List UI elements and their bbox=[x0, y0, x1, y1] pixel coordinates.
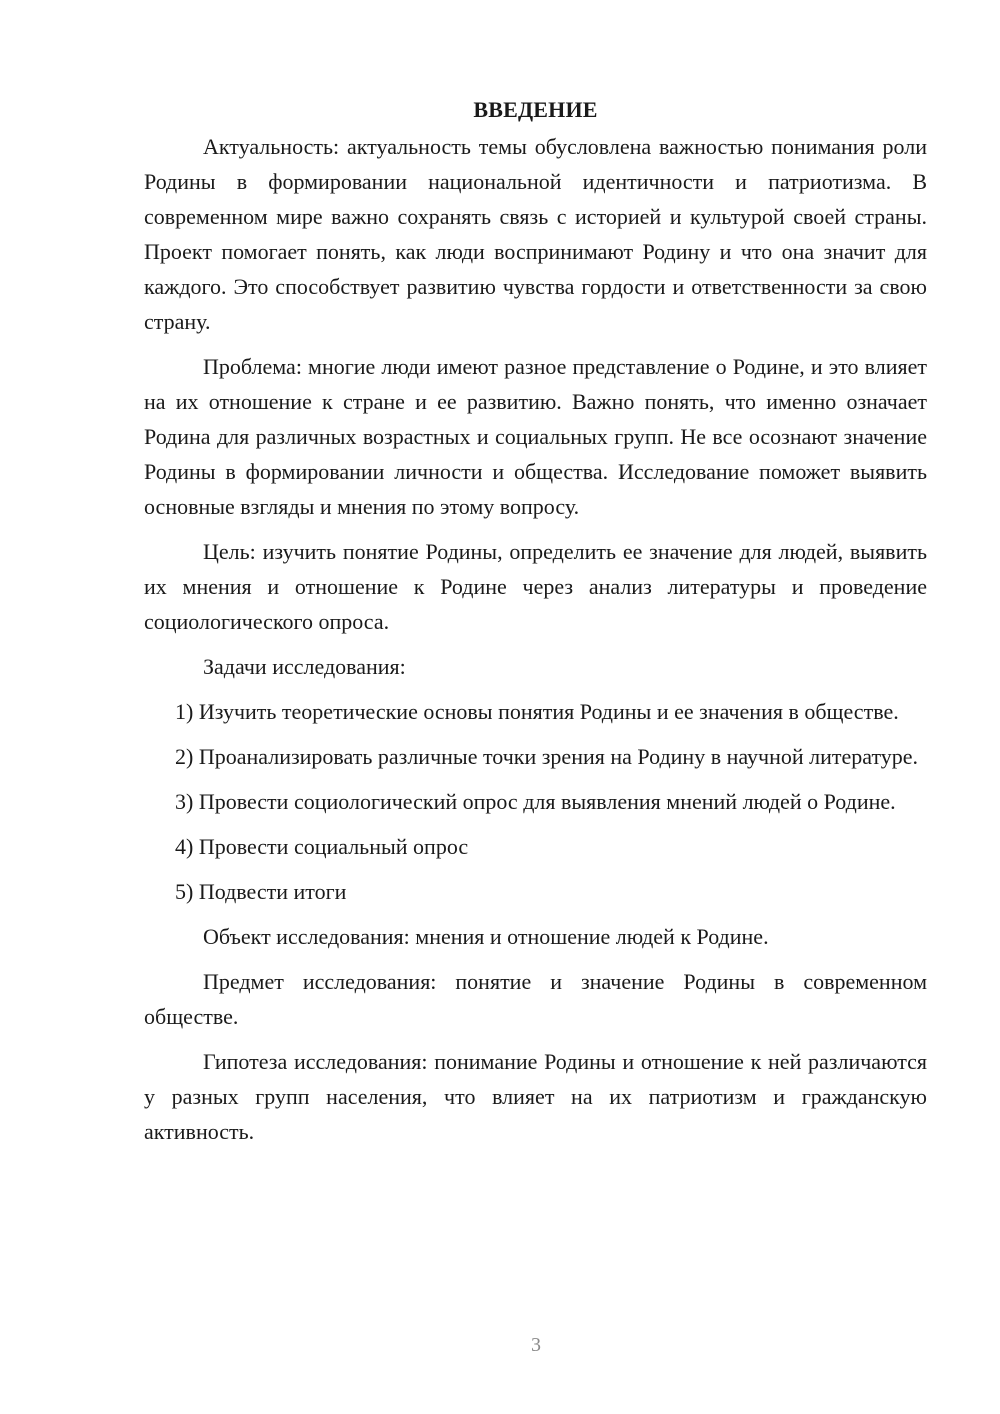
section-title: ВВЕДЕНИЕ bbox=[473, 97, 598, 122]
task-item-5: 5) Подвести итоги bbox=[175, 879, 347, 904]
document-body bbox=[144, 92, 927, 1159]
task-item-1: 1) Изучить теоретические основы понятия Родины и ее значения в обществе. bbox=[175, 699, 899, 724]
tasks-heading: Задачи исследования: bbox=[203, 654, 406, 679]
task-item-3: 3) Провести социологический опрос для выявления мнений людей о Родине. bbox=[175, 789, 896, 814]
page-number: 3 bbox=[531, 1334, 541, 1356]
object-paragraph: Объект исследования: мнения и отношение людей к Родине. bbox=[203, 924, 769, 949]
task-item-2: 2) Проанализировать различные точки зрения на Родину в научной литературе. bbox=[175, 744, 919, 769]
subject-paragraph: Предмет исследования: понятие и значение Родины в современном обществе. bbox=[144, 969, 927, 1029]
problem-paragraph: Проблема: многие люди имеют разное представление о Родине, и это влияет на их отношение к стране и ее развитию. Важно понять, что именно означает Родина для различных возрастных и социальных групп. Не все осознают значение Родины в формировании личности и общества. Исследование поможет выявить основные взгляды и мнения по этому вопросу. bbox=[144, 354, 927, 519]
relevance-paragraph: Актуальность: актуальность темы обусловлена важностью понимания роли Родины в формировании национальной идентичности и патриотизма. В современном мире важно сохранять связь с историей и культурой своей страны. Проект помогает понять, как люди воспринимают Родину и что она значит для каждого. Это способствует развитию чувства гордости и ответственности за свою страну. bbox=[144, 134, 927, 334]
task-item-4: 4) Провести социальный опрос bbox=[175, 834, 469, 859]
hypothesis-paragraph: Гипотеза исследования: понимание Родины и отношение к ней различаются у разных групп населения, что влияет на их патриотизм и гражданскую активность. bbox=[144, 1049, 927, 1144]
goal-paragraph: Цель: изучить понятие Родины, определить ее значение для людей, выявить их мнения и отношение к Родине через анализ литературы и проведение социологического опроса. bbox=[144, 539, 927, 634]
